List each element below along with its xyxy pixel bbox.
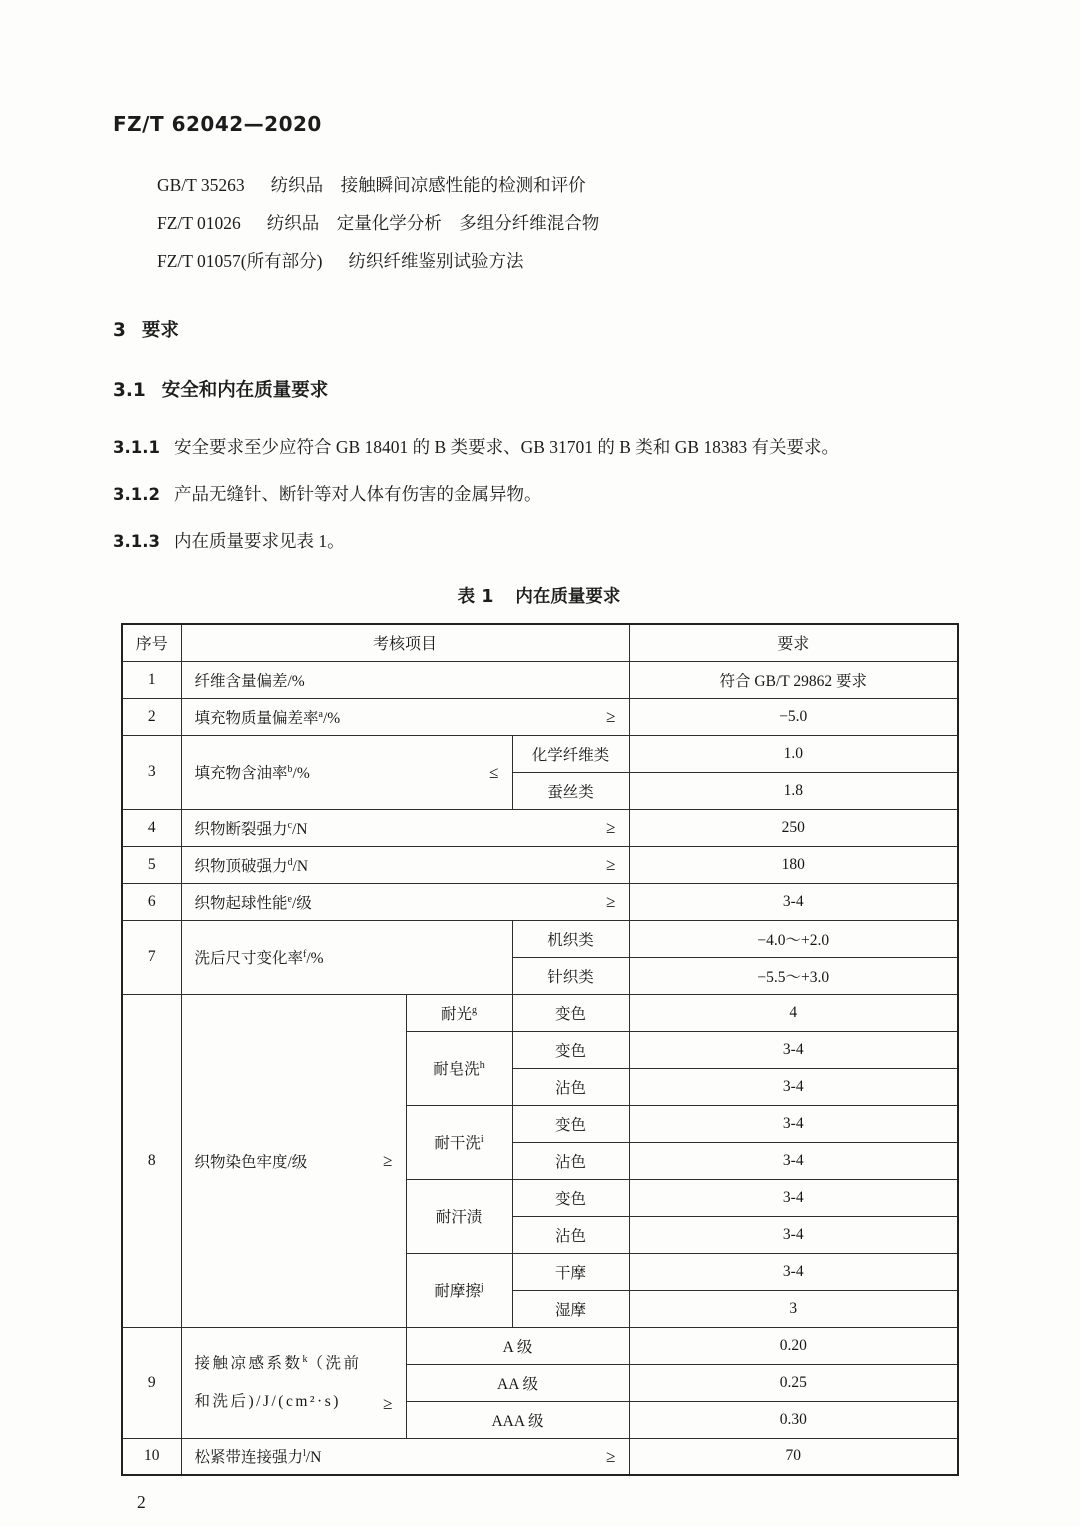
seq-cell: 1: [122, 661, 181, 698]
footnote-marker: d: [287, 856, 293, 868]
req-cell: −5.0: [629, 698, 958, 735]
comparison-symbol: ≤: [489, 762, 499, 782]
reference-code: FZ/T 01026: [157, 213, 241, 233]
footnote-marker: e: [287, 893, 292, 905]
req-cell: 3-4: [629, 883, 958, 920]
req-cell: 3-4: [629, 1179, 958, 1216]
standard-number: FZ/T 62042—2020: [113, 112, 322, 136]
req-cell: 3-4: [629, 1216, 958, 1253]
item-label: 织物顶破强力$^d$/N: [194, 856, 309, 875]
table-row-10: [122, 1438, 958, 1475]
reference-title: 纺织品 接触瞬间凉感性能的检测和评价: [270, 175, 586, 195]
item-cell: [181, 846, 629, 883]
req-cell: 3-4: [629, 1105, 958, 1142]
section-heading-3: [113, 316, 965, 342]
table-row-2: [122, 698, 958, 735]
req-cell: −5.5～+3.0: [629, 957, 958, 994]
item-cell: [181, 1327, 406, 1438]
subcategory-cell: 沾色: [512, 1216, 629, 1253]
clause-text: 内在质量要求见表 1。: [173, 531, 345, 551]
table-row-8: [122, 994, 958, 1031]
section-number: 3.1: [113, 380, 146, 401]
seq-cell: 3: [122, 735, 181, 809]
section-number: 3: [113, 320, 126, 341]
item-label: 洗后尺寸变化率$^f$/%: [194, 948, 324, 967]
footnote-marker: f: [303, 948, 307, 960]
item-cell: [181, 1438, 629, 1475]
subcategory-cell: 沾色: [512, 1142, 629, 1179]
req-cell: 0.30: [629, 1401, 958, 1438]
seq-cell: 10: [122, 1438, 181, 1475]
fastness-type-cell: 耐干洗$^i$: [406, 1105, 512, 1179]
item-cell: [181, 994, 406, 1327]
grade-cell: AA 级: [406, 1364, 629, 1401]
item-label: 松紧带连接强力$^l$/N: [194, 1448, 322, 1467]
page-number: 2: [137, 1492, 146, 1512]
item-label: 接触凉感系数$^k$（洗前和洗后)/J/(cm²·s): [194, 1353, 362, 1410]
table-row-1: [122, 661, 958, 698]
table-row-4: [122, 809, 958, 846]
clause-3-1-1: [113, 430, 965, 465]
table-row-7: [122, 920, 958, 957]
req-cell: 180: [629, 846, 958, 883]
footnote-marker: k: [302, 1353, 308, 1365]
fastness-type-cell: 耐光$^g$: [406, 994, 512, 1031]
section-title: 要求: [141, 320, 179, 341]
item-label: 织物起球性能$^e$/级: [194, 893, 312, 912]
subcategory-cell: 针织类: [512, 957, 629, 994]
comparison-symbol: ≥: [606, 892, 616, 911]
reference-line: [157, 242, 965, 280]
req-cell: 0.25: [629, 1364, 958, 1401]
req-cell: 1.8: [629, 772, 958, 809]
table-caption-title: 内在质量要求: [515, 587, 621, 607]
item-cell: [181, 809, 629, 846]
reference-code: GB/T 35263: [157, 175, 245, 195]
item-cell: [181, 698, 629, 735]
subcategory-cell: 机织类: [512, 920, 629, 957]
req-cell: 4: [629, 994, 958, 1031]
section-heading-3-1: [113, 376, 965, 402]
normative-references: [157, 166, 965, 280]
subcategory-cell: 变色: [512, 1105, 629, 1142]
footnote-marker: l: [303, 1448, 306, 1460]
table-row-3: [122, 735, 958, 772]
footnote-marker: g: [472, 1004, 477, 1016]
seq-cell: 2: [122, 698, 181, 735]
item-cell: [181, 920, 512, 994]
item-cell: [181, 883, 629, 920]
item-label: 织物断裂强力$^c$/N: [194, 819, 308, 838]
clause-number: 3.1.1: [113, 438, 160, 457]
col-header-item: 考核项目: [181, 624, 629, 661]
clause-number: 3.1.3: [113, 532, 160, 551]
item-label: 纤维含量偏差/%: [194, 672, 305, 690]
table-row-5: [122, 846, 958, 883]
subcategory-cell: 湿摩: [512, 1290, 629, 1327]
subcategory-cell: 变色: [512, 994, 629, 1031]
subcategory-cell: 变色: [512, 1031, 629, 1068]
req-cell: 3: [629, 1290, 958, 1327]
reference-line: [157, 166, 965, 204]
quality-requirements-table: [121, 623, 959, 1476]
req-cell: 1.0: [629, 735, 958, 772]
footnote-marker: j: [480, 1281, 484, 1293]
seq-cell: 8: [122, 994, 181, 1327]
req-cell: 250: [629, 809, 958, 846]
footnote-marker: i: [480, 1133, 484, 1145]
col-header-req: 要求: [629, 624, 958, 661]
subcategory-cell: 蚕丝类: [512, 772, 629, 809]
footnote-marker: b: [287, 763, 293, 775]
clause-3-1-3: [113, 524, 965, 559]
col-header-seq: 序号: [122, 624, 181, 661]
table-caption-label: 表 1: [457, 587, 494, 607]
item-label: 填充物质量偏差率$^a$/%: [194, 708, 341, 727]
fastness-type-cell: 耐皂洗$^h$: [406, 1031, 512, 1105]
subcategory-cell: 干摩: [512, 1253, 629, 1290]
table-row-9: [122, 1327, 958, 1364]
seq-cell: 4: [122, 809, 181, 846]
grade-cell: AAA 级: [406, 1401, 629, 1438]
seq-cell: 6: [122, 883, 181, 920]
subcategory-cell: 沾色: [512, 1068, 629, 1105]
grade-cell: A 级: [406, 1327, 629, 1364]
section-title: 安全和内在质量要求: [161, 380, 329, 401]
subcategory-cell: 化学纤维类: [512, 735, 629, 772]
comparison-symbol: ≥: [383, 1151, 393, 1170]
comparison-symbol: ≥: [606, 818, 616, 837]
req-cell: 3-4: [629, 1031, 958, 1068]
req-cell: −4.0～+2.0: [629, 920, 958, 957]
req-cell: 70: [629, 1438, 958, 1475]
req-cell: 符合 GB/T 29862 要求: [629, 661, 958, 698]
seq-cell: 7: [122, 920, 181, 994]
table-row-6: [122, 883, 958, 920]
comparison-symbol: ≥: [383, 1393, 393, 1413]
item-cell: [181, 735, 512, 809]
item-label: 织物染色牢度/级: [194, 1153, 308, 1171]
subcategory-cell: 变色: [512, 1179, 629, 1216]
footnote-marker: a: [318, 708, 323, 720]
clause-text: 安全要求至少应符合 GB 18401 的 B 类要求、GB 31701 的 B 类和 GB 18383 有关要求。: [173, 437, 840, 457]
req-cell: 3-4: [629, 1142, 958, 1179]
reference-line: [157, 204, 965, 242]
table-caption: [113, 583, 965, 608]
comparison-symbol: ≥: [606, 1446, 616, 1466]
reference-code: FZ/T 01057(所有部分): [157, 251, 323, 271]
footnote-marker: h: [479, 1059, 485, 1071]
seq-cell: 9: [122, 1327, 181, 1438]
seq-cell: 5: [122, 846, 181, 883]
clause-number: 3.1.2: [113, 485, 160, 504]
req-cell: 0.20: [629, 1327, 958, 1364]
table-header-row: [122, 624, 958, 661]
comparison-symbol: ≥: [606, 707, 616, 726]
item-cell: [181, 661, 629, 698]
item-label: 填充物含油率$^b$/%: [194, 763, 310, 782]
fastness-type-cell: 耐摩擦$^j$: [406, 1253, 512, 1327]
clause-text: 产品无缝针、断针等对人体有伤害的金属异物。: [173, 484, 542, 504]
fastness-type-cell: 耐汗渍: [406, 1179, 512, 1253]
req-cell: 3-4: [629, 1068, 958, 1105]
reference-title: 纺织纤维鉴别试验方法: [348, 251, 524, 271]
reference-title: 纺织品 定量化学分析 多组分纤维混合物: [266, 213, 600, 233]
footnote-marker: c: [287, 819, 292, 831]
req-cell: 3-4: [629, 1253, 958, 1290]
clause-3-1-2: [113, 477, 965, 512]
comparison-symbol: ≥: [606, 855, 616, 874]
